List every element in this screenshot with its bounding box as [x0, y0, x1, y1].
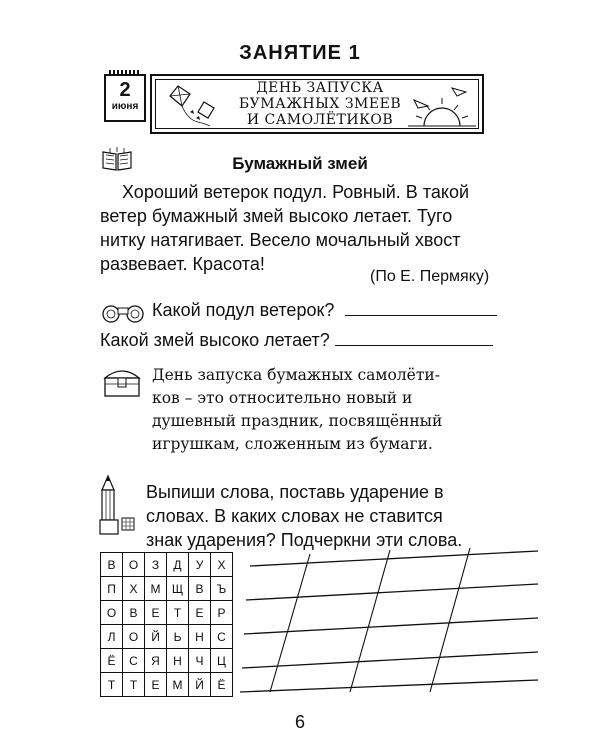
grid-cell: О	[123, 625, 145, 649]
kite-illustration	[160, 82, 230, 128]
grid-cell: Ъ	[211, 577, 233, 601]
info-line: День запуска бумажных самолёти-	[152, 366, 440, 384]
calendar-day: 2	[119, 79, 131, 101]
grid-cell: Л	[101, 625, 123, 649]
info-line: душевный праздник, посвящённый	[152, 412, 443, 430]
grid-cell: Н	[189, 625, 211, 649]
grid-cell: Ё	[211, 673, 233, 697]
grid-row	[101, 649, 233, 673]
treasure-chest-icon	[102, 364, 142, 398]
grid-cell: Т	[167, 601, 189, 625]
question-2	[100, 330, 540, 351]
writing-area[interactable]	[240, 546, 540, 696]
question-2-text: Какой змей высоко летает?	[100, 330, 330, 350]
grid-cell: Щ	[167, 577, 189, 601]
grid-cell: Й	[189, 673, 211, 697]
grid-cell: Ч	[189, 649, 211, 673]
grid-cell: Ц	[211, 649, 233, 673]
grid-cell: Й	[145, 625, 167, 649]
grid-cell: В	[101, 553, 123, 577]
banner-line-2: БУМАЖНЫХ ЗМЕЕВ	[238, 96, 402, 112]
reading-heading: Бумажный змей	[232, 154, 368, 173]
grid-cell: Е	[145, 601, 167, 625]
grid-cell: Х	[123, 577, 145, 601]
answer-line-2[interactable]	[335, 345, 493, 346]
task-line: знак ударения? Подчеркни эти слова.	[146, 530, 463, 550]
grid-row	[101, 577, 233, 601]
writing-lines	[240, 551, 538, 692]
info-text	[152, 364, 540, 456]
topic-banner	[150, 74, 484, 134]
reading-author: (По Е. Пермяку)	[370, 268, 490, 285]
page-number: 6	[294, 712, 305, 732]
question-1	[152, 300, 542, 321]
letter-grid	[100, 552, 233, 697]
banner-line-3: И САМОЛЁТИКОВ	[246, 112, 394, 128]
grid-cell: Т	[101, 673, 123, 697]
grid-row	[101, 625, 233, 649]
lesson-title: ЗАНЯТИЕ 1	[239, 42, 361, 64]
reading-line: ветер бумажный змей высоко летает. Туго	[100, 206, 453, 226]
grid-cell: Ь	[167, 625, 189, 649]
task-line: словах. В каких словах не ставится	[146, 506, 443, 526]
banner-line-1: ДЕНЬ ЗАПУСКА	[256, 80, 384, 96]
calendar-month: июня	[111, 101, 139, 112]
reading-line: нитку натягивает. Весело мочальный хвост	[100, 230, 461, 250]
info-line: игрушкам, сложенным из бумаги.	[152, 435, 433, 453]
grid-cell: Н	[167, 649, 189, 673]
grid-row	[101, 553, 233, 577]
grid-cell: Р	[211, 601, 233, 625]
grid-cell: Я	[145, 649, 167, 673]
grid-cell: Х	[211, 553, 233, 577]
grid-cell: Е	[145, 673, 167, 697]
grid-cell: В	[123, 601, 145, 625]
calendar-icon	[104, 74, 146, 122]
grid-cell: О	[101, 601, 123, 625]
grid-row	[101, 601, 233, 625]
sun-plane-illustration	[408, 80, 476, 128]
task-text	[146, 480, 542, 552]
info-line: ков – это относительно новый и	[152, 389, 413, 407]
grid-cell: Д	[167, 553, 189, 577]
pencil-cup-icon	[98, 474, 138, 538]
grid-cell: С	[123, 649, 145, 673]
binoculars-icon	[100, 300, 146, 324]
grid-cell: Т	[123, 673, 145, 697]
grid-cell: У	[189, 553, 211, 577]
grid-cell: О	[123, 553, 145, 577]
answer-line-1[interactable]	[345, 315, 497, 316]
question-1-text: Какой подул ветерок?	[152, 300, 335, 320]
grid-cell: П	[101, 577, 123, 601]
reading-text	[100, 180, 540, 276]
grid-cell: Е	[189, 601, 211, 625]
grid-row	[101, 673, 233, 697]
grid-cell: М	[145, 577, 167, 601]
task-line: Выпиши слова, поставь ударение в	[146, 482, 444, 502]
reading-line: развевает. Красота!	[100, 254, 265, 274]
grid-cell: Ё	[101, 649, 123, 673]
grid-cell: М	[167, 673, 189, 697]
grid-cell: С	[211, 625, 233, 649]
grid-cell: З	[145, 553, 167, 577]
reading-line: Хороший ветерок подул. Ровный. В такой	[122, 182, 470, 202]
grid-cell: В	[189, 577, 211, 601]
